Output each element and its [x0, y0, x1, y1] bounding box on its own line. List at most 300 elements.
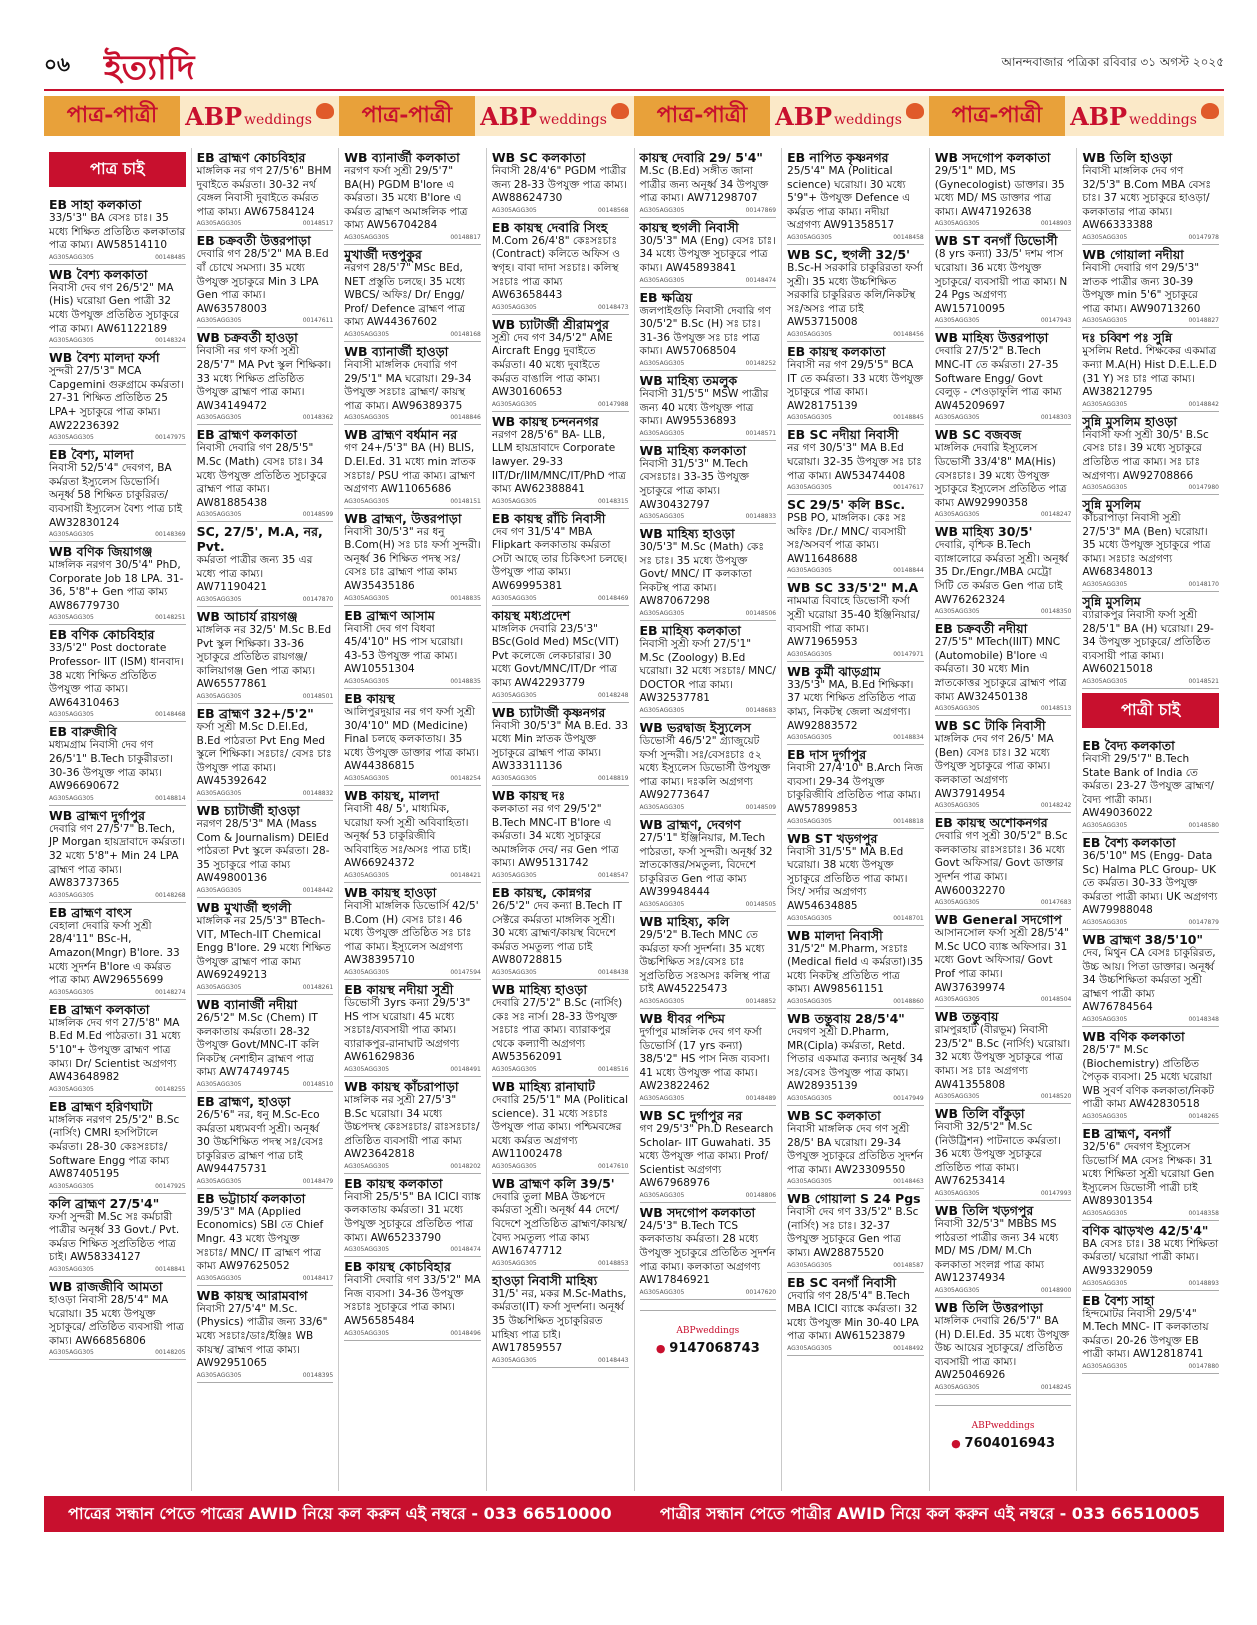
ad-heading: WB রাজজীবি আমতা: [49, 1279, 163, 1295]
ad-serial: 00148501: [302, 693, 334, 701]
ad-code: AG305AGG305: [491, 303, 537, 311]
ad-serial: 00147978: [1188, 233, 1219, 241]
section-banner: [44, 96, 1224, 136]
ad-code: AG305AGG305: [49, 1349, 94, 1357]
ad-heading: WB চ্যাটার্জী শ্রীরামপুর: [491, 316, 609, 332]
ad-code: AG305AGG305: [344, 775, 390, 782]
ad-code-line: [787, 818, 924, 825]
classified-ad: [197, 1189, 334, 1286]
ad-code-line: [344, 872, 481, 879]
ad-code: AG305AGG305: [934, 1190, 980, 1198]
classified-ad: [492, 412, 629, 509]
ad-code: AG305AGG305: [344, 1065, 390, 1073]
ad-serial: 00147880: [1188, 1363, 1219, 1371]
banner-title: পাত্র-পাত্রী: [339, 96, 475, 136]
ad-code-line: [197, 317, 334, 324]
ad-code: AG305AGG305: [934, 414, 980, 422]
ad-code: AG305AGG305: [639, 513, 685, 521]
ad-code: AG305AGG305: [196, 693, 242, 701]
ad-code-line: [492, 304, 629, 311]
ad-code-line: [1082, 581, 1219, 588]
classified-ad: [344, 786, 481, 883]
ad-serial: 00147610: [597, 1162, 629, 1170]
ad-body: নিবাসী 31/5'5" MSW পাত্রীর জন্য 40 মধ্যে উপযুক্ত পাত্র কাম্য। AW95536893: [639, 387, 769, 428]
classified-ad: [640, 1009, 777, 1106]
ad-body: কলকাতা নর গণ 29/5'2" B.Tech MNC-IT B'lore এ কর্মরতা। 34 মধ্যে সুচাকুরে অমাঙ্গলিক দেব/ নর Gen পাত্র কাম্য। AW95131742: [491, 803, 619, 870]
ad-code: AG305AGG305: [491, 594, 537, 602]
ad-code: AG305AGG305: [934, 220, 980, 228]
ad-code-line: [344, 331, 481, 338]
ad-body: নিবাসী 28/4'6" PGDM পাত্রীর জন্য 28-33 উপযুক্ত পাত্র কাম্য। AW88624730: [491, 165, 627, 205]
ad-serial: 00148701: [893, 914, 924, 922]
ad-heading: বণিক ঝাড়খণ্ড 42/5'4": [1082, 1222, 1209, 1238]
ad-code-line: [197, 414, 334, 421]
ad-code-line: [787, 998, 924, 1005]
classified-ad: [49, 806, 186, 903]
ad-heading: EB ব্রাহ্মণ, হাওড়া: [196, 1093, 291, 1109]
classified-ad: [344, 1257, 481, 1340]
ad-code-line: [49, 711, 186, 718]
ad-code: AG305AGG305: [196, 1274, 242, 1282]
ad-serial: 00148252: [745, 359, 777, 367]
ad-serial: 00148517: [302, 220, 334, 228]
ad-code: AG305AGG305: [787, 914, 832, 922]
ad-code-line: [640, 360, 777, 367]
ad-code-line: [935, 1190, 1072, 1197]
ad-heading: EB SC নদীয়া নিবাসী: [787, 427, 899, 443]
ad-serial: 00148818: [893, 817, 924, 825]
ad-heading: EB সাহা কলকাতা: [49, 197, 142, 212]
ad-heading: WB তন্তুবায় 28/5'4": [787, 1010, 905, 1026]
ad-serial: 00148438: [597, 968, 629, 976]
ad-code: AG305AGG305: [787, 817, 832, 825]
logo-main: ABP: [676, 1325, 696, 1336]
ad-code-line: [1082, 678, 1219, 685]
ad-heading: WB ব্যানার্জী কলকাতা: [344, 150, 460, 165]
banner-title: পাত্র-পাত্রী: [634, 96, 770, 136]
ad-code: AG305AGG305: [1082, 822, 1128, 829]
ad-code-line: [935, 1384, 1072, 1391]
ad-column: [487, 148, 635, 1491]
ad-heading: WB তন্তুবায়: [934, 1009, 999, 1025]
banner-title: পাত্র-পাত্রী: [44, 96, 180, 136]
ad-body: মুসলিম Retd. শিক্ষকের একমাত্র কন্যা M.A(H) Hist D.E.L.E.D (31 Y) সঃ চাঃ পাত্র কাম্য। AW38212795: [1082, 345, 1217, 399]
ad-heading: WB SC কলকাতা: [491, 150, 586, 165]
ad-serial: 00148265: [1188, 1112, 1219, 1120]
ad-heading: WB ব্যানার্জী নদীয়া: [196, 996, 298, 1012]
ad-body: নরগণ ফর্সা সুশ্রী 29/5'7" BA(H) PGDM B'lore এ কর্মরতা। 35 মধ্যে B'lore এ কর্মরত ব্রাহ্মণ অমাঙ্গলিক পাত্র কাম্য AW56704284: [344, 165, 468, 232]
ad-serial: 00148485: [155, 253, 186, 261]
ad-code-line: [935, 899, 1072, 906]
classified-ad: [935, 425, 1072, 522]
ad-code: AG305AGG305: [787, 567, 832, 575]
classified-ad: [197, 607, 334, 704]
ad-heading: WB ST খড়গপুর: [787, 830, 878, 846]
ad-body: সুন্দরী 27/5'3" MCA Capgemini গুরুগ্রামে কর্মরতা। 27-31 শিক্ষিত প্রতিষ্ঠিত 25 LPA+ সুচাকুরে পাত্র কাম্য। AW22236392: [49, 365, 184, 432]
ad-code: AG305AGG305: [196, 511, 242, 519]
ad-serial: 00148242: [1040, 802, 1072, 810]
ad-serial: 00148358: [1188, 1209, 1219, 1217]
ad-code-line: [1082, 919, 1219, 926]
ad-code-line: [1082, 1210, 1219, 1217]
classified-ad: [935, 1104, 1072, 1201]
ad-code-line: [935, 414, 1072, 421]
ad-heading: মুখার্জী দত্তপুকুর: [344, 246, 422, 262]
abp-weddings-logo: [475, 96, 634, 136]
classified-ad: [640, 441, 777, 524]
ad-serial: 00148251: [155, 614, 186, 622]
classified-ad: [344, 689, 481, 786]
ad-code: AG305AGG305: [344, 1329, 390, 1337]
classified-ad: [492, 509, 629, 606]
ad-heading: WB কায়স্থ দঃ: [491, 788, 566, 803]
ad-heading: EB কায়স্থ নদীয়া সুশ্রী: [344, 981, 454, 997]
footer-bride-line: পাত্রীর সন্ধান পেতে পাত্রীর AWID নিয়ে কল করুন এই নম্বরে - 033 66510005: [660, 1503, 1200, 1523]
ad-code: AG305AGG305: [934, 996, 980, 1004]
ad-code: AG305AGG305: [934, 317, 980, 325]
ad-code: AG305AGG305: [934, 1384, 980, 1391]
ad-code: AG305AGG305: [787, 1094, 832, 1102]
logo-main: ABP: [1070, 101, 1128, 131]
ad-code-line: [344, 1330, 481, 1337]
ad-body: নিবাসী 30/5'3" নর ধনু B.Com(H) সঃ চাঃ ফর্সা সুন্দরী। অনূর্ধ্ব 36 শিক্ষিত পদস্থ সঃ/বেসঃ চাঃ ব্রাহ্মণ পাত্র কাম্য AW35435186: [344, 525, 481, 593]
ad-code: AG305AGG305: [491, 1162, 537, 1170]
phone-icon: ●: [951, 1437, 965, 1450]
ad-serial: 00147943: [1040, 317, 1072, 325]
classified-ad: [787, 829, 924, 926]
ad-code: AG305AGG305: [196, 220, 242, 228]
ad-serial: 00148315: [597, 497, 629, 505]
classified-ad: [1082, 1291, 1219, 1374]
ad-code-line: [492, 498, 629, 505]
ad-serial: 00148844: [893, 567, 924, 575]
ad-heading: EB ব্রাহ্মণ 32+/5'2": [196, 706, 314, 722]
classified-ad: [1082, 592, 1219, 689]
ad-body: গণ 29/5'3" Ph.D Research Scholar- IIT Guwahati. 35 মধ্যে উপযুক্ত পাত্র কাম্য। Prof/ Scientist অগ্রগণ্য AW67968976: [639, 1122, 774, 1190]
ad-body: দেবারি গণ 27/5'7" B.Tech, JP Morgan হায়দ্রাবাদে কর্মরতা। 32 মধ্যে 5'8"+ Min 24 LPA ব্রাহ্মণ পাত্র কাম্য। AW83737365: [49, 822, 185, 890]
ad-code-line: [787, 567, 924, 574]
ad-serial: 00148268: [155, 891, 186, 899]
ad-body: নিবাসী 32/5'3" MBBS MS পাঠরতা পাত্রীর জন্য 34 মধ্যে MD/ MS /DM/ M.Ch কলকাতা সংলগ্ন পাত্র কাম্য AW12374934: [934, 1218, 1059, 1285]
ad-serial: 00148568: [597, 206, 629, 214]
ad-code-line: [344, 1163, 481, 1170]
classified-ad: [787, 578, 924, 661]
ad-heading: EB ভট্টাচার্য কলকাতা: [196, 1190, 306, 1206]
ad-serial: 00148369: [155, 531, 186, 539]
ad-code-line: [1082, 1113, 1219, 1120]
ad-code-line: [787, 734, 924, 741]
classified-ad: [344, 148, 481, 245]
ad-code-line: [492, 207, 629, 214]
ad-heading: WB মালদা নিবাসী: [787, 927, 883, 943]
classified-ad: [1082, 495, 1219, 592]
ad-body: নিবাসী মাঙ্গলিক দেব গণ সুশ্রী 28/5' BA ঘরোয়া। 29-34 উপযুক্ত সুচাকুরে প্রতিষ্ঠিত সুদর্শন পাত্র কাম্য। AW23309550: [787, 1122, 924, 1176]
ad-heading: WB সদগোপ কলকাতা: [639, 1204, 756, 1220]
logo-sub: weddings: [1129, 112, 1197, 128]
classified-ad: [49, 903, 186, 1000]
phone-number: 9147068743: [669, 1340, 760, 1356]
abp-weddings-logo: [180, 96, 339, 136]
ad-heading: EB ব্রাহ্মণ কলকাতা: [49, 1001, 150, 1017]
ad-serial: 00148903: [1040, 220, 1072, 228]
ad-heading: সুন্নি মুসলিম: [1082, 497, 1141, 513]
classified-ad: [49, 1277, 186, 1360]
ad-code-line: [492, 692, 629, 699]
ad-body: মাঙ্গলিক দেবারি 26/5'7" BA (H) D.El.Ed. 35 মধ্যে উপযুক্ত উচ্চ আয়ের সুচাকুরে/ প্রতিষ্ঠিত ব্যবসায়ী পাত্র কাম্য। AW25046926: [934, 1315, 1070, 1382]
ad-code: AG305AGG305: [344, 1162, 390, 1170]
classified-ad: [640, 815, 777, 912]
ad-serial: 00147611: [302, 317, 334, 325]
classified-ad: [197, 1286, 334, 1383]
classified-ad: [344, 980, 481, 1077]
ad-code: AG305AGG305: [639, 276, 685, 284]
classified-ad: [344, 606, 481, 689]
ad-column: [1077, 148, 1224, 1491]
classified-ad: [935, 522, 1072, 619]
ad-serial: 00148547: [597, 871, 629, 879]
ad-serial: 00147617: [893, 484, 924, 492]
ad-body: মাঙ্গলিক নরগণ 30/5'4" PhD, Corporate Job 18 LPA. 31-36, 5'8"+ Gen পাত্র কাম্য AW86779730: [49, 559, 184, 612]
ad-heading: EB কায়স্থ অশোকনগর: [934, 815, 1048, 831]
classified-ad: [787, 245, 924, 342]
dateline: আনন্দবাজার পত্রিকা রবিবার ৩১ অগস্ট ২০২৫: [1001, 55, 1224, 69]
ad-code: AG305AGG305: [49, 988, 94, 996]
classified-ad: [197, 522, 334, 607]
classified-ad: [49, 1000, 186, 1097]
ad-heading: EB বৈশ্য সাহা: [1082, 1292, 1155, 1308]
ad-body: বেহালা দেবারি ফর্সা সুশ্রী 28/4'11" BSc-H, Amazon(Mngr) B'lore. 33 মধ্যে সুদর্শন B'lore এ কর্মরত পাত্র কাম্য AW29655699: [49, 919, 180, 987]
ad-code: AG305AGG305: [1082, 918, 1128, 926]
classified-ad: [197, 148, 334, 231]
ad-code-line: [787, 1178, 924, 1185]
classified-ad: [935, 910, 1072, 1007]
ad-heading: WB বৈশ্য কলকাতা: [49, 266, 148, 282]
banner-title: পাত্র-পাত্রী: [929, 96, 1065, 136]
classified-ad: [197, 898, 334, 995]
ad-serial: 00148842: [1188, 400, 1219, 408]
classified-ad: [197, 1092, 334, 1189]
ad-code: AG305AGG305: [49, 794, 94, 802]
ad-serial: 00147594: [450, 968, 481, 976]
ad-code: AG305AGG305: [344, 871, 390, 879]
ad-body: রামপুরহাট (বীরভূম) নিবাসী 23/5'2" B.Sc (নার্সিং) ঘরোয়া। 32 মধ্যে উপযুক্ত সুচাকুরে পাত্র কাম্য। সঃ চাঃ অগ্রগণ্য AW41355808: [934, 1024, 1071, 1091]
classified-ad: [640, 718, 777, 815]
ad-body: 33/5'3" BA বেসঃ চাঃ। 35 মধ্যে শিক্ষিত প্রতিষ্ঠিত কলকাতার পাত্র কাম্য। AW58514110: [49, 212, 186, 252]
ad-code: AG305AGG305: [196, 1371, 242, 1379]
contact-phone[interactable]: [640, 1341, 777, 1356]
classified-ad: [49, 195, 186, 265]
ad-serial: 00148900: [1040, 1287, 1072, 1295]
phone-number: 7604016943: [964, 1436, 1056, 1451]
ad-code-line: [197, 790, 334, 797]
contact-phone[interactable]: [935, 1436, 1072, 1451]
ad-code: AG305AGG305: [1082, 678, 1128, 686]
classified-ad: [787, 662, 924, 745]
ad-code-line: [49, 531, 186, 538]
ad-heading: WB ব্রাহ্মণ কলি 39/5': [491, 1175, 615, 1191]
classified-ad: [492, 1174, 629, 1271]
classified-ad: [1082, 930, 1219, 1027]
ad-heading: WB SC বজবজ: [934, 427, 1022, 443]
ad-body: নিবাসী ফর্সা সুশ্রী 30/5' B.Sc বেসঃ চাঃ। 39 মধ্যে সুচাকুরে প্রতিষ্ঠিত পাত্র কাম্য। সঃ চাঃ অগ্রগণ্য। AW92708866: [1082, 428, 1209, 482]
ad-body: নিবাসী সুশ্রী ফর্সা 27/5'1" M.Sc (Zoology) B.Ed ঘরোয়া। 32 মধ্যে সঃচাঃ/ MNC/ DOCTOR পাত্র কাম্য। AW32537781: [639, 638, 776, 705]
ad-heading: WB কায়স্থ, মালদা: [344, 788, 440, 803]
ad-code-line: [344, 498, 481, 505]
ad-heading: সুন্নি মুসলিম: [1082, 594, 1141, 610]
ad-body: M.Sc (B.Ed) সঙ্গীত জানা পাত্রীর জন্য অনূর্ধ্ব 34 উপযুক্ত পাত্র কাম্য। AW71298707: [639, 165, 769, 205]
ad-code-line: [787, 234, 924, 241]
ad-heading: WB তিলি হাওড়া: [1082, 150, 1173, 165]
logo-sub: weddings: [834, 112, 902, 128]
ad-body: মাঙ্গলিক দেব গণ 26/5' MA (Ben) বেসঃ চাঃ। 32 মধ্যে উপযুক্ত সুচাকুরে পাত্র কাম্য। কলকাতা অগ্রগণ্য AW37914954: [934, 733, 1054, 800]
classified-ad: [787, 1273, 924, 1356]
ad-heading: WB আচার্য রায়গঞ্জ: [196, 609, 298, 625]
ad-code-line: [197, 220, 334, 227]
section-heading-groom: পাত্র চাই: [49, 152, 186, 187]
ad-serial: 00148835: [450, 678, 481, 686]
ad-code-line: [492, 775, 629, 782]
ad-body: নিবাসী দেব গণ 33/5'2" B.Sc (নার্সিং) সঃ চাঃ। 32-37 উপযুক্ত সুচাকুরে Gen পাত্র কাম্য। AW28875520: [787, 1206, 919, 1260]
ad-code: AG305AGG305: [49, 253, 94, 261]
ad-code: AG305AGG305: [49, 1266, 94, 1274]
ad-heading: WB বণিক কলকাতা: [1082, 1028, 1185, 1044]
classified-ad: [787, 745, 924, 828]
ad-heading: WB কায়স্থ হাওড়া: [344, 884, 437, 900]
ad-heading: WB General সদগোপ: [934, 912, 1062, 928]
footer-bar: [44, 1496, 1224, 1532]
ad-heading: WB কায়স্থ আরামবাগ: [196, 1287, 308, 1303]
ad-heading: EB কায়স্থ কোচবিহার: [344, 1259, 451, 1275]
ad-code: AG305AGG305: [196, 317, 242, 325]
ad-serial: 00148580: [1188, 822, 1219, 829]
ad-serial: 00148274: [155, 988, 186, 996]
ad-serial: 00148521: [1188, 678, 1219, 686]
ad-serial: 00148835: [450, 594, 481, 602]
classified-ad: [640, 524, 777, 621]
ad-heading: WB ব্যানার্জী হাওড়া: [344, 343, 449, 359]
logo-sub: weddings: [539, 112, 607, 128]
banner-segment: [339, 96, 634, 136]
ad-code: AG305AGG305: [934, 1287, 980, 1295]
ad-heading: হাওড়া নিবাসী মাহিষ্য: [491, 1272, 598, 1288]
ad-code-line: [1082, 1280, 1219, 1287]
ad-code-line: [49, 989, 186, 996]
ad-body: দেবারি গণ সুশ্রী 30/5'2" B.Sc কলকাতায় রাঃসঃচাঃ। 36 মধ্যে Govt অফিসার/ Govt ডাক্তার সুদর্শন পাত্র কাম্য। AW60032270: [934, 830, 1068, 897]
ad-code-line: [1082, 1016, 1219, 1023]
ad-code: AG305AGG305: [1082, 1209, 1128, 1217]
classified-ad: [787, 425, 924, 495]
ad-code-line: [197, 1178, 334, 1185]
ad-serial: 00147683: [1040, 899, 1072, 907]
ad-code-line: [344, 1066, 481, 1073]
ad-heading: WB ব্রাহ্মণ 38/5'10": [1082, 931, 1204, 947]
classified-ad: [640, 621, 777, 718]
classified-ad: [935, 328, 1072, 425]
ad-code: AG305AGG305: [491, 497, 537, 505]
ad-serial: 00148599: [302, 511, 334, 519]
ad-serial: 00148350: [1040, 608, 1072, 616]
ad-heading: WB মাহিষ্য হাওড়া: [491, 981, 588, 997]
ad-serial: 00147980: [1188, 484, 1219, 492]
ad-serial: 00148817: [450, 233, 481, 241]
ad-code-line: [49, 337, 186, 344]
ad-code: AG305AGG305: [1082, 484, 1128, 492]
ad-serial: 00148421: [450, 871, 481, 879]
ad-code: AG305AGG305: [787, 1178, 832, 1186]
butterfly-icon: [316, 103, 334, 119]
ad-heading: WB গোয়ালা নদীয়া: [1082, 246, 1184, 262]
page-header: [44, 42, 1224, 90]
ad-body: মাঙ্গলিক দেব গণ 27/5'8" MA B.Ed M.Ed পাঠরতা। 31 মধ্যে 5'10"+ উপযুক্ত ব্রাহ্মণ পাত্র কাম্য। Dr/ Scientist অগ্রগণ্য AW43648982: [49, 1016, 181, 1084]
ad-code-line: [640, 1192, 777, 1199]
ad-heading: EB ব্রাহ্মণ হরিণঘাটা: [49, 1098, 153, 1114]
classified-ad: [935, 813, 1072, 910]
ad-code-line: [935, 802, 1072, 809]
ad-code-line: [935, 220, 1072, 227]
ad-code-line: [49, 1183, 186, 1190]
classified-ad: [344, 425, 481, 508]
classified-ad: [197, 801, 334, 898]
ad-code-line: [49, 614, 186, 621]
ad-code-line: [197, 693, 334, 700]
ad-code-line: [344, 678, 481, 685]
ad-code-line: [640, 1095, 777, 1102]
ad-body: 27/5'5" MTech(IIIT) MNC (Automobile) B'lore এ কর্মরতা। 30 মধ্যে Min স্নাতকোত্তর সুচাকুরে ব্রাহ্মণ পাত্র কাম্য AW32450138: [934, 636, 1067, 703]
ad-code: AG305AGG305: [639, 997, 685, 1005]
ad-serial: 00148832: [302, 790, 334, 797]
ad-serial: 00148417: [302, 1274, 334, 1282]
ad-serial: 00148456: [893, 330, 924, 338]
ad-body: নিবাসী 31/5'3" M.Tech বেসঃচাঃ। 33-35 উপযুক্ত সুচাকুরে পাত্র কাম্য। AW30432797: [639, 457, 749, 511]
ad-body: দেবগণ সুশ্রী D.Pharm, MR(Cipla) কর্মরতা, Retd. পিতার একমাত্র কন্যার অনূর্ধ্ব 34 সঃ/বেসঃ উপযুক্ত পাত্র কাম্য। AW28935139: [787, 1025, 924, 1093]
ad-serial: 00147993: [1040, 1190, 1072, 1198]
ad-code-line: [787, 1345, 924, 1352]
ad-serial: 00148806: [745, 1191, 777, 1199]
ad-heading: WB মাহিষ্য, কলি: [639, 913, 730, 929]
ad-code-line: [640, 513, 777, 520]
ad-code-line: [492, 969, 629, 976]
ad-body: নিবাসী 31/5'5" MA B.Ed ঘরোয়া। 38 মধ্যে উপযুক্ত সুচাকুরে প্রতিষ্ঠিত পাত্র কাম্য। সিং/ সর্দার অগ্রগণ্য AW54634885: [787, 845, 908, 912]
classified-ad: [787, 495, 924, 578]
ad-code-line: [787, 651, 924, 658]
ad-code: AG305AGG305: [491, 1356, 537, 1364]
ad-code-line: [492, 1163, 629, 1170]
ad-code: AG305AGG305: [49, 337, 94, 345]
ad-heading: EB ক্ষত্রিয়: [639, 289, 693, 305]
ad-body: কর্মরতা পাত্রীর জন্য 35 এর মধ্যে পাত্র কাম্য। AW71190421: [196, 554, 313, 594]
ad-body: 24/5'3" B.Tech TCS কলকাতায় কর্মরতা। 28 মধ্যে উপযুক্ত সুচাকুরে প্রতিষ্ঠিত সুদর্শন পাত্র কাম্য। কলকাতা অগ্রগণ্য AW17846921: [639, 1219, 776, 1287]
ad-body: দেবারি 27/5'2" B.Tech MNC-IT তে কর্মরতা। 27-35 Software Engg/ Govt বেলুড় - শেওড়াফুলি পাত্র কাম্য AW45209697: [934, 345, 1062, 412]
ad-body: 26/5'2" দেব কন্যা B.Tech IT সেক্টরে কর্মরতা মাঙ্গলিক সুশ্রী। 30 মধ্যে ব্রাহ্মণ/কায়স্থ বিদেশে কর্মরত সমতুল্য পাত্র চাই AW80728815: [491, 899, 623, 967]
ad-code: AG305AGG305: [639, 1191, 685, 1199]
ad-code-line: [787, 484, 924, 491]
ad-code-line: [49, 254, 186, 261]
ad-heading: EB মাহিষ্য কলকাতা: [639, 623, 741, 639]
ad-serial: 00148443: [597, 1356, 629, 1364]
ad-heading: সুন্নি মুসলিম হাওড়া: [1082, 413, 1178, 429]
ad-body: M.Com 26/4'8" কেঃসঃচাঃ (Contract) কলিতে অফিস ও স্বগৃহ। বাবা দাদা সঃচাঃ। কলিস্থ সঃচাঃ পাত্র কাম্য AW63658443: [491, 234, 620, 302]
classified-ad: [492, 703, 629, 786]
ad-heading: WB মাহিষ্য রানাঘাট: [491, 1078, 595, 1094]
ad-code: AG305AGG305: [934, 802, 980, 810]
ad-code-line: [787, 331, 924, 338]
ad-code: AG305AGG305: [787, 1261, 832, 1269]
ad-code-line: [935, 317, 1072, 324]
ad-body: 31/5'2" M.Pharm, সঃচাঃ (Medical field এ কর্মরতা)।35 মধ্যে নিকটস্থ প্রতিষ্ঠিত পাত্র কাম্য। AW98561151: [787, 942, 924, 996]
classified-ad: [492, 980, 629, 1077]
phone-icon: ●: [655, 1341, 670, 1355]
ad-code-line: [492, 595, 629, 602]
